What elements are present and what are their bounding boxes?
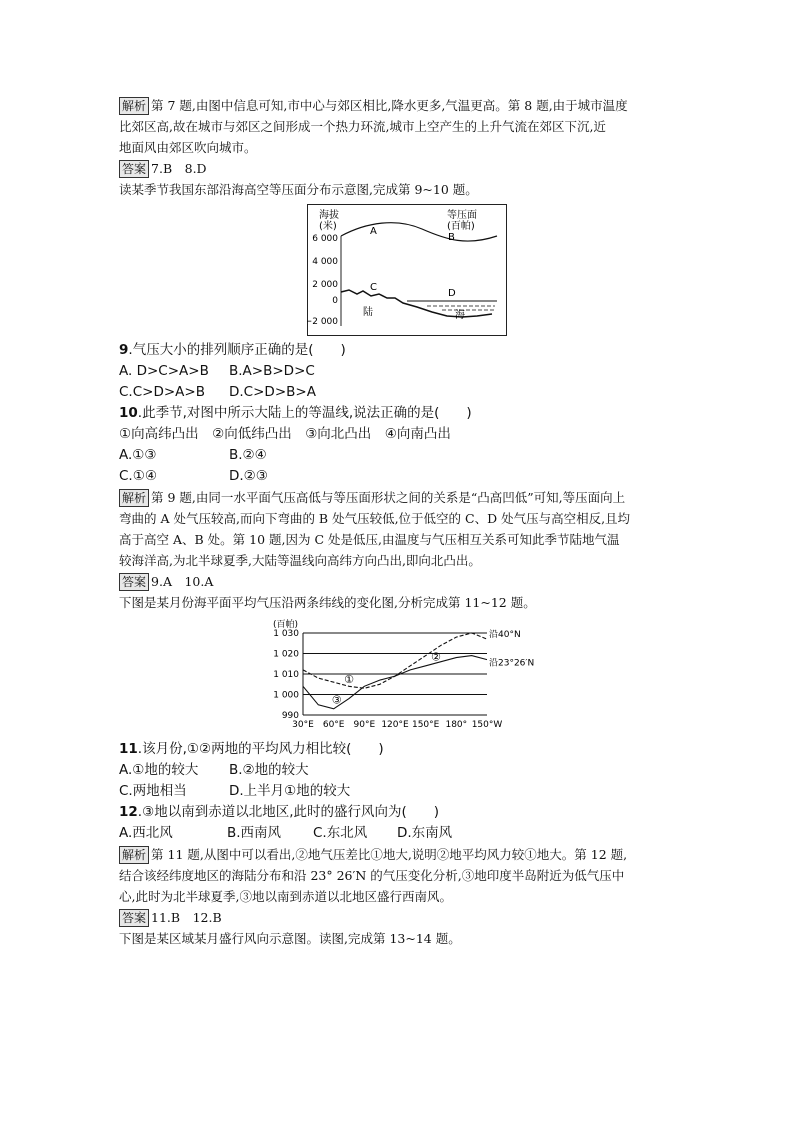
point-marker: ③ — [331, 693, 342, 707]
option-d[interactable]: D.C>D>B>A — [229, 384, 316, 400]
option-b[interactable]: B.②地的较大 — [229, 762, 309, 778]
answer-11-12 — [119, 907, 689, 928]
series-label: 沿40°N — [489, 630, 521, 641]
point-c-label: C — [370, 282, 377, 293]
intro-11-12: 下图是某月份海平面平均气压沿两条纬线的变化图,分析完成第 11~12 题。 — [119, 595, 536, 610]
options-11 — [119, 781, 689, 802]
option-d[interactable]: D.上半月①地的较大 — [229, 783, 351, 799]
y-tick-label: 1 030 — [273, 629, 299, 639]
answer-tag: 答案 — [119, 909, 149, 927]
option-d[interactable]: D.②③ — [229, 468, 268, 484]
intro-13-14: 下图是某区域某月盛行风向示意图。读图,完成第 13~14 题。 — [119, 931, 461, 946]
sea-label: 海 — [455, 310, 465, 321]
y-tick: 6 000 — [312, 234, 338, 244]
y-tick: 0 — [332, 296, 338, 306]
options-10 — [119, 466, 689, 487]
answer-tag: 答案 — [119, 573, 149, 591]
option-c[interactable]: C.C>D>A>B — [119, 384, 205, 400]
answer-7-8 — [119, 158, 689, 179]
explanation-text: 弯曲的 A 处气压较高,而向下弯曲的 B 处气压较低,位于低空的 C、D 处气压与高空相反,且均 — [119, 511, 631, 526]
y-tick: −2 000 — [307, 317, 338, 327]
question-stem: .该月份,①②两地的平均风力相比较( ) — [137, 741, 384, 757]
option-c[interactable]: C.两地相当 — [119, 783, 187, 799]
answer-text: 11.B 12.B — [151, 910, 222, 925]
point-marker: ② — [430, 650, 441, 664]
series-label: 沿23°26′N — [489, 658, 535, 669]
series-line-23n — [303, 656, 487, 709]
question-12 — [119, 802, 689, 823]
series-line-40n — [303, 633, 487, 688]
explanation-tag: 解析 — [119, 489, 149, 507]
option-b[interactable]: B.②④ — [229, 447, 267, 463]
explanation-text: 第 11 题,从图中可以看出,②地气压差比①地大,说明②地平均风力较①地大。第 12 题, — [151, 847, 628, 862]
option-a[interactable]: A. D>C>A>B — [119, 363, 209, 379]
option-a[interactable]: A.西北风 — [119, 825, 173, 841]
options-12 — [119, 823, 689, 844]
legend-unit: (百帕) — [447, 221, 475, 232]
option-b[interactable]: B.西南风 — [227, 825, 282, 841]
y-tick-label: 1 010 — [273, 670, 299, 680]
y-tick-label: 1 020 — [273, 649, 299, 660]
option-a[interactable]: A.①③ — [119, 447, 157, 463]
explanation-text: 第 7 题,由图中信息可知,市中心与郊区相比,降水更多,气温更高。第 8 题,由于城市温度 — [151, 98, 628, 113]
question-stem: .气压大小的排列顺序正确的是( ) — [128, 342, 346, 358]
explanation-text: 较海洋高,为北半球夏季,大陆等温线向高纬方向凸出,即向北凸出。 — [119, 553, 481, 568]
pressure-chart-figure — [259, 617, 559, 735]
options-9 — [119, 382, 689, 403]
option-b[interactable]: B.A>B>D>C — [229, 363, 315, 379]
x-tick-label: 60°E — [322, 720, 345, 730]
point-b-label: B — [448, 232, 455, 243]
explanation-tag: 解析 — [119, 97, 149, 115]
x-tick-label: 90°E — [353, 720, 376, 730]
point-a-label: A — [370, 226, 377, 237]
chart-y-label: (百帕) — [273, 620, 299, 630]
x-tick-label: 150°W — [471, 720, 503, 730]
y-tick-label: 1 000 — [273, 690, 299, 701]
question-stem: .③地以南到赤道以北地区,此时的盛行风向为( ) — [137, 804, 440, 820]
answer-tag: 答案 — [119, 160, 149, 178]
explanation-text: 第 9 题,由同一水平面气压高低与等压面形状之间的关系是“凸高凹低”可知,等压面向上 — [151, 490, 626, 505]
pressure-line-chart — [259, 617, 559, 735]
intro-9-10: 读某季节我国东部沿海高空等压面分布示意图,完成第 9~10 题。 — [119, 182, 478, 197]
explanation-7-8 — [119, 95, 689, 158]
explanation-text: 比郊区高,故在城市与郊区之间形成一个热力环流,城市上空产生的上升气流在郊区下沉,近 — [119, 119, 606, 134]
question-number: 11 — [119, 741, 138, 757]
options-11 — [119, 760, 689, 781]
explanation-text: 心,此时为北半球夏季,③地以南到赤道以北地区盛行西南风。 — [119, 889, 452, 904]
explanation-11-12 — [119, 844, 689, 907]
question-number: 9 — [119, 342, 129, 358]
y-tick: 2 000 — [312, 280, 338, 290]
explanation-9-10 — [119, 487, 689, 571]
y-axis-unit: (米) — [319, 221, 337, 232]
option-c[interactable]: C.东北风 — [313, 825, 368, 841]
isobaric-surface-diagram — [307, 204, 507, 336]
explanation-text: 高于高空 A、B 处。第 10 题,因为 C 处是低压,由温度与气压相互关系可知此季节陆地气温 — [119, 532, 620, 547]
x-tick-label: 180° — [445, 720, 468, 730]
x-tick-label: 30°E — [292, 720, 314, 730]
isobaric-surface-figure — [307, 204, 507, 336]
options-9 — [119, 361, 689, 382]
option-a[interactable]: A.①地的较大 — [119, 762, 199, 778]
y-tick: 4 000 — [312, 257, 338, 267]
point-marker: ① — [344, 673, 354, 687]
y-tick-label: 990 — [281, 711, 299, 721]
question-stem: .此季节,对图中所示大陆上的等温线,说法正确的是( ) — [137, 405, 472, 421]
option-c[interactable]: C.①④ — [119, 468, 157, 484]
options-10 — [119, 445, 689, 466]
question-10-choices: ①向高纬凸出 ②向低纬凸出 ③向北凸出 ④向南凸出 — [119, 426, 451, 442]
answer-text: 7.B 8.D — [151, 161, 207, 176]
x-tick-label: 150°E — [411, 720, 440, 730]
explanation-text: 结合该经纬度地区的海陆分布和沿 23° 26′N 的气压变化分析,③地印度半岛附近为低气压中 — [119, 868, 625, 883]
question-number: 10 — [119, 405, 138, 421]
option-d[interactable]: D.东南风 — [397, 825, 453, 841]
legend-label: 等压面 — [447, 210, 477, 221]
x-tick-label: 120°E — [381, 720, 409, 730]
land-label: 陆 — [363, 307, 373, 318]
question-number: 12 — [119, 804, 138, 820]
explanation-text: 地面风由郊区吹向城市。 — [119, 140, 257, 155]
question-9 — [119, 340, 689, 361]
answer-text: 9.A 10.A — [151, 574, 214, 589]
question-10 — [119, 403, 689, 424]
y-axis-label: 海拔 — [319, 210, 339, 221]
question-11 — [119, 739, 689, 760]
document-page — [119, 95, 689, 949]
explanation-tag: 解析 — [119, 846, 149, 864]
point-d-label: D — [448, 288, 456, 299]
answer-9-10 — [119, 571, 689, 592]
